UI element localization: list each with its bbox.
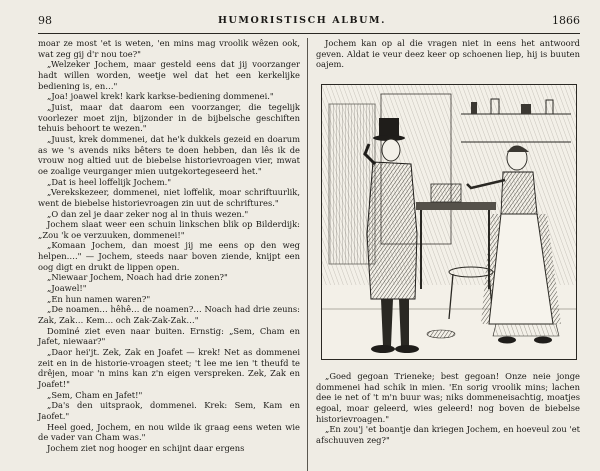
paragraph: „Niewaar Jochem, Noach had drie zonen?" (47, 272, 228, 283)
publication-title: HUMORISTISCH ALBUM. (217, 14, 387, 26)
paragraph: „Dat is heel loffelijk Jochem." (47, 176, 172, 187)
paragraph: „Juist, maar dat daarom een voorzanger, die tegelijk voorlezer moet zijn, bijzonder in de bijbelsche geschiften tehuis behoort te wezen." (38, 101, 300, 134)
paragraph: Jochem ziet nog hooger en schijnt daar ergens (47, 442, 245, 453)
paragraph: „Sem, Cham en Jafet!" (47, 389, 143, 400)
paragraph: Jochem slaat weer een schuin linkschen blik op Bilderdijk: „Zou 'k oe verzuuken, dommenei!" (38, 219, 300, 240)
paragraph: „Komaan Jochem, dan moest jij me eens op den weg helpen…." — Jochem, steeds naar boven ziende, knijpt een oog digt en drukt de lippen open. (38, 240, 300, 272)
paragraph: moar ze most 'et is weten, 'en mins mag vroolik wêzen ook, wat zeg gij d'r nou toe?" (38, 38, 300, 59)
paragraph: „Welzeker Jochem, maar gesteld eens dat jij voorzanger hadt willen worden, weetje wel dat het een kerkelijke bediening is, en…" (38, 59, 300, 91)
header-rule (38, 33, 580, 34)
illustration-caption (316, 371, 580, 446)
paragraph: Dominé ziet even naar buiten. Ernstig: „Sem, Cham en Jafet, niewaar?" (38, 325, 300, 347)
paragraph: „Daor hei'jt. Zek, Zak en Joafet — krek! Net as dommenei zeit en in de historie-vroagen steet; 't lee me ien 't theufd te drêjen, moar 'n mins kan z'n eigen verspreken. Zek, Zak en Joafet!" (38, 347, 300, 389)
engraving-illustration (321, 84, 577, 360)
paragraph: Heel goed, Jochem, en nou wilde ik graag eens weten wie de vader van Cham was." (38, 421, 300, 443)
paragraph: „Da's den uitspraok, dommenei. Krek: Sem, Kam en Jaofet." (38, 400, 300, 421)
caption-paragraph: „En zou'j 'et boantje dan kriegen Jochem, en hoeveul zou 'et afschuuven zeg?" (316, 424, 580, 445)
column-divider (307, 38, 308, 471)
paragraph: „O dan zel je daar zeker nog al in thuis wezen." (47, 208, 249, 219)
paragraph: Jochem kan op al die vragen niet in eens het antwoord geven. Aldat ie veur deez keer op schoenen liep, hij is buuten oajem. (316, 38, 580, 70)
paragraph: „De noamen… hêhê… de noamen?… Noach had drie zeuns: Zak, Zak… Kem… och Zak-Zak-Zak…" (38, 304, 300, 326)
illustration-drawing (321, 84, 577, 360)
caption-paragraph: „Goed gegoan Trieneke; best gegoan! Onze neie jonge dommenei had schik in mien. 'En sorig vroolik mins; lachen dee ie net of 't m'n buur was; niks dommeneisachtig, moatjes egoal, moar geleerd, wies geleerd! nog boven de biebelse historievroagen." (316, 371, 580, 424)
publication-year: 1866 (552, 13, 580, 27)
paragraph: „Juust, krek dommenei, dat he'k dukkels gezeid en doarum as we 's avends niks bêters te doen hebben, dan lês ik de vrouw nog altied uut de biebelse historievroagen vier, mwat oe zoalige veurganger mien uutgekortegeseerd het." (38, 133, 300, 176)
page-number: 98 (38, 13, 52, 27)
paragraph: „Joa! joawel krek! kark karkse-bediening dommenei." (47, 91, 274, 102)
right-text-column (316, 38, 580, 70)
paragraph: „Verekskezeer, dommenei, niet loffelik, moar schriftuurlik, went de biebelse historievroagen zin uut de schriftures." (38, 187, 300, 208)
page-header (38, 9, 580, 31)
left-text-column (38, 38, 300, 454)
paragraph: „En hun namen waren?" (47, 293, 151, 304)
paragraph: „Joawel!" (47, 283, 87, 294)
